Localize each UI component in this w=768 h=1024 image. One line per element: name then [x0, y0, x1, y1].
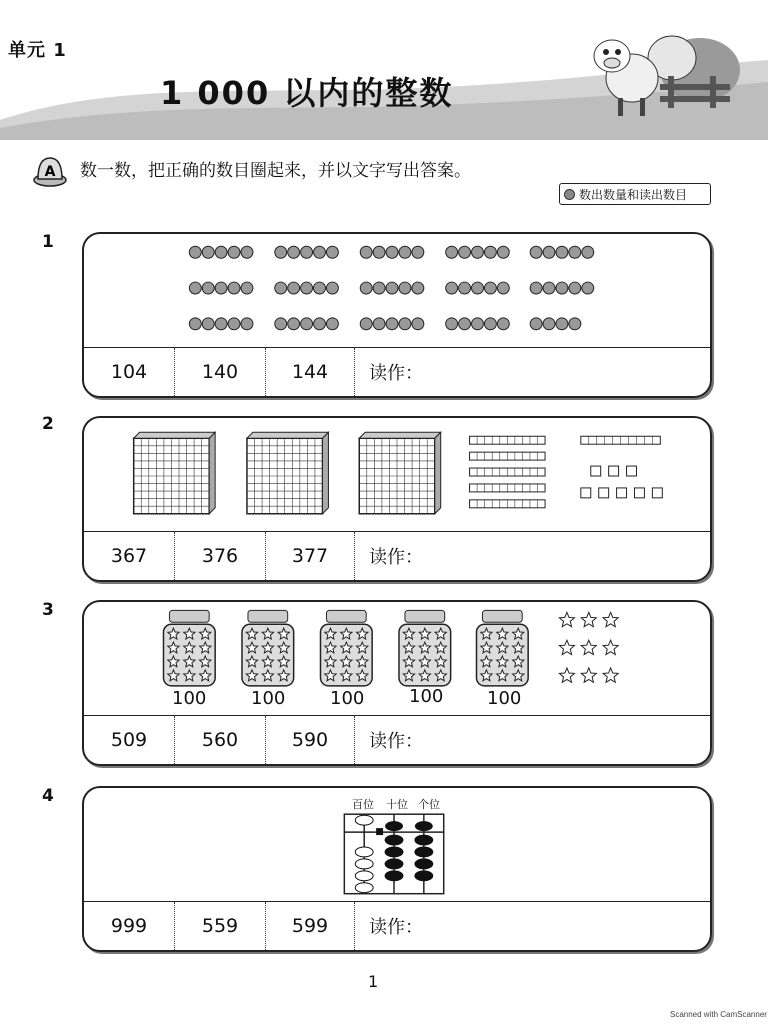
bead-icon: [314, 282, 326, 294]
page-title: 1 000 以内的整数: [160, 74, 454, 112]
instruction-text: 数一数，把正确的数目圈起来，并以文字写出答案。: [80, 161, 471, 181]
star-icon: [603, 612, 618, 626]
bead-icon: [275, 246, 287, 258]
bead-icon: [446, 246, 458, 258]
bead-icon: [360, 318, 372, 330]
bead-icon: [275, 318, 287, 330]
bead-icon: [530, 282, 542, 294]
bead-icon: [399, 246, 411, 258]
star-icon: [559, 640, 574, 654]
bead-icon: [446, 318, 458, 330]
bead-icon: [472, 282, 484, 294]
bead-icon: [459, 318, 471, 330]
bead-icon: [386, 246, 398, 258]
bead-icon: [288, 318, 300, 330]
bead-icon: [459, 246, 471, 258]
bead-icon: [412, 246, 424, 258]
bead-icon: [399, 282, 411, 294]
choice-option[interactable]: 140: [175, 348, 266, 396]
question-number: 2: [42, 414, 54, 434]
bead-icon: [275, 282, 287, 294]
bead-icon: [459, 282, 471, 294]
bead-icon: [314, 246, 326, 258]
bead-icon: [556, 282, 568, 294]
unit-cube-icon: [591, 466, 601, 476]
skill-tag: [559, 183, 711, 205]
skill-tag-label: 数出数量和读出数目: [579, 187, 688, 202]
bead-icon: [543, 282, 555, 294]
bead-icon: [373, 318, 385, 330]
star-icon: [603, 668, 618, 682]
bead-icon: [228, 318, 240, 330]
bead-icon: [241, 246, 253, 258]
unit-cube-icon: [609, 466, 619, 476]
star-icon: [581, 640, 596, 654]
jar-lid-icon: [169, 610, 209, 622]
bead-icon: [241, 318, 253, 330]
choice-option[interactable]: 144: [266, 348, 355, 396]
choice-option[interactable]: 599: [266, 902, 355, 950]
choice-option[interactable]: 377: [266, 532, 355, 580]
bead-icon: [472, 318, 484, 330]
unit-label: 单元 1: [8, 40, 67, 61]
bead-icon: [301, 282, 313, 294]
answer-row: [84, 347, 710, 396]
section-badge-letter: A: [44, 164, 56, 180]
jar-lid-icon: [482, 610, 522, 622]
abacus-bead-icon: [385, 859, 403, 869]
unit-cube-icon: [652, 488, 662, 498]
choice-option[interactable]: 104: [84, 348, 175, 396]
jar-lid-icon: [248, 610, 288, 622]
bead-icon: [202, 318, 214, 330]
bead-icon: [360, 246, 372, 258]
unit-cube-icon: [617, 488, 627, 498]
bead-icon: [569, 282, 581, 294]
base-ten-blocks-picture: [84, 418, 710, 534]
bead-icon: [301, 246, 313, 258]
bead-icon: [202, 282, 214, 294]
jar-label: 100: [251, 688, 286, 709]
abacus-bead-icon: [415, 847, 433, 857]
bead-icon: [582, 246, 594, 258]
bead-icon: [189, 282, 201, 294]
scanner-watermark: Scanned with CamScanner: [670, 1010, 767, 1019]
bead-icon: [497, 318, 509, 330]
beads-picture: [84, 234, 710, 350]
bead-icon: [543, 246, 555, 258]
bead-icon: [484, 318, 496, 330]
bead-icon: [412, 282, 424, 294]
unit-cube-icon: [634, 488, 644, 498]
answer-row: [84, 901, 710, 950]
jar-lid-icon: [405, 610, 445, 622]
bead-icon: [569, 246, 581, 258]
bead-icon: [386, 282, 398, 294]
bullet-icon: [564, 189, 575, 200]
bead-icon: [497, 282, 509, 294]
bead-icon: [484, 246, 496, 258]
bead-icon: [215, 246, 227, 258]
bead-icon: [228, 246, 240, 258]
jar-lid-icon: [326, 610, 366, 622]
abacus-header-tens: 十位: [386, 798, 408, 811]
bead-icon: [412, 318, 424, 330]
bead-icon: [202, 246, 214, 258]
abacus-header-hundreds: 百位: [352, 798, 374, 811]
bead-icon: [189, 246, 201, 258]
choice-option[interactable]: 376: [175, 532, 266, 580]
abacus-bead-icon: [415, 859, 433, 869]
answer-row: [84, 531, 710, 580]
question-box: [82, 600, 712, 766]
bead-icon: [228, 282, 240, 294]
choice-option[interactable]: 559: [175, 902, 266, 950]
bead-icon: [215, 282, 227, 294]
bead-icon: [314, 318, 326, 330]
bead-icon: [556, 318, 568, 330]
bead-icon: [373, 246, 385, 258]
bead-icon: [446, 282, 458, 294]
star-icon: [581, 668, 596, 682]
page-number: 1: [368, 972, 379, 991]
question-number: 1: [42, 232, 54, 252]
read-as-field[interactable]: 读作：: [369, 731, 423, 752]
bead-icon: [326, 282, 338, 294]
hat-icon: [32, 152, 68, 188]
bead-icon: [301, 318, 313, 330]
star-icon: [559, 668, 574, 682]
bead-icon: [241, 282, 253, 294]
abacus-bead-icon: [385, 821, 403, 831]
jar-label: 100: [409, 686, 444, 707]
choice-option[interactable]: 509: [84, 716, 175, 764]
bead-icon: [530, 246, 542, 258]
abacus-divider-dot: [376, 828, 383, 835]
bead-icon: [215, 318, 227, 330]
choice-option[interactable]: 560: [175, 716, 266, 764]
bead-icon: [360, 282, 372, 294]
answer-row: [84, 715, 710, 764]
question-box: [82, 232, 712, 398]
bead-icon: [484, 282, 496, 294]
abacus-bead-icon: [355, 815, 373, 825]
abacus-bead-icon: [385, 871, 403, 881]
bead-icon: [189, 318, 201, 330]
read-as-field[interactable]: 读作：: [369, 363, 423, 384]
star-icon: [581, 612, 596, 626]
unit-cube-icon: [627, 466, 637, 476]
bead-icon: [556, 246, 568, 258]
bead-icon: [543, 318, 555, 330]
unit-cube-icon: [599, 488, 609, 498]
question-box: [82, 416, 712, 582]
star-icon: [603, 640, 618, 654]
bead-icon: [326, 246, 338, 258]
jar-label: 100: [172, 688, 207, 709]
bead-icon: [399, 318, 411, 330]
abacus-bead-icon: [355, 883, 373, 893]
bead-icon: [386, 318, 398, 330]
bead-icon: [373, 282, 385, 294]
choice-option[interactable]: 590: [266, 716, 355, 764]
abacus-bead-icon: [355, 859, 373, 869]
abacus-bead-icon: [415, 871, 433, 881]
abacus-bead-icon: [415, 821, 433, 831]
jar-label: 100: [330, 688, 365, 709]
abacus-bead-icon: [385, 835, 403, 845]
choice-option[interactable]: 999: [84, 902, 175, 950]
bead-icon: [530, 318, 542, 330]
question-number: 3: [42, 600, 54, 620]
bead-icon: [288, 282, 300, 294]
unit-cube-icon: [581, 488, 591, 498]
bead-icon: [569, 318, 581, 330]
bead-icon: [472, 246, 484, 258]
bead-icon: [497, 246, 509, 258]
choice-option[interactable]: 367: [84, 532, 175, 580]
abacus-header-ones: 个位: [418, 798, 440, 811]
abacus-bead-icon: [385, 847, 403, 857]
question-box: [82, 786, 712, 952]
read-as-field[interactable]: 读作：: [369, 917, 423, 938]
question-number: 4: [42, 786, 54, 806]
read-as-field[interactable]: 读作：: [369, 547, 423, 568]
jar-label: 100: [487, 688, 522, 709]
abacus-bead-icon: [355, 847, 373, 857]
abacus-bead-icon: [415, 835, 433, 845]
bead-icon: [326, 318, 338, 330]
bead-icon: [582, 282, 594, 294]
star-icon: [559, 612, 574, 626]
abacus-picture: [84, 788, 710, 904]
abacus-bead-icon: [355, 871, 373, 881]
bead-icon: [288, 246, 300, 258]
